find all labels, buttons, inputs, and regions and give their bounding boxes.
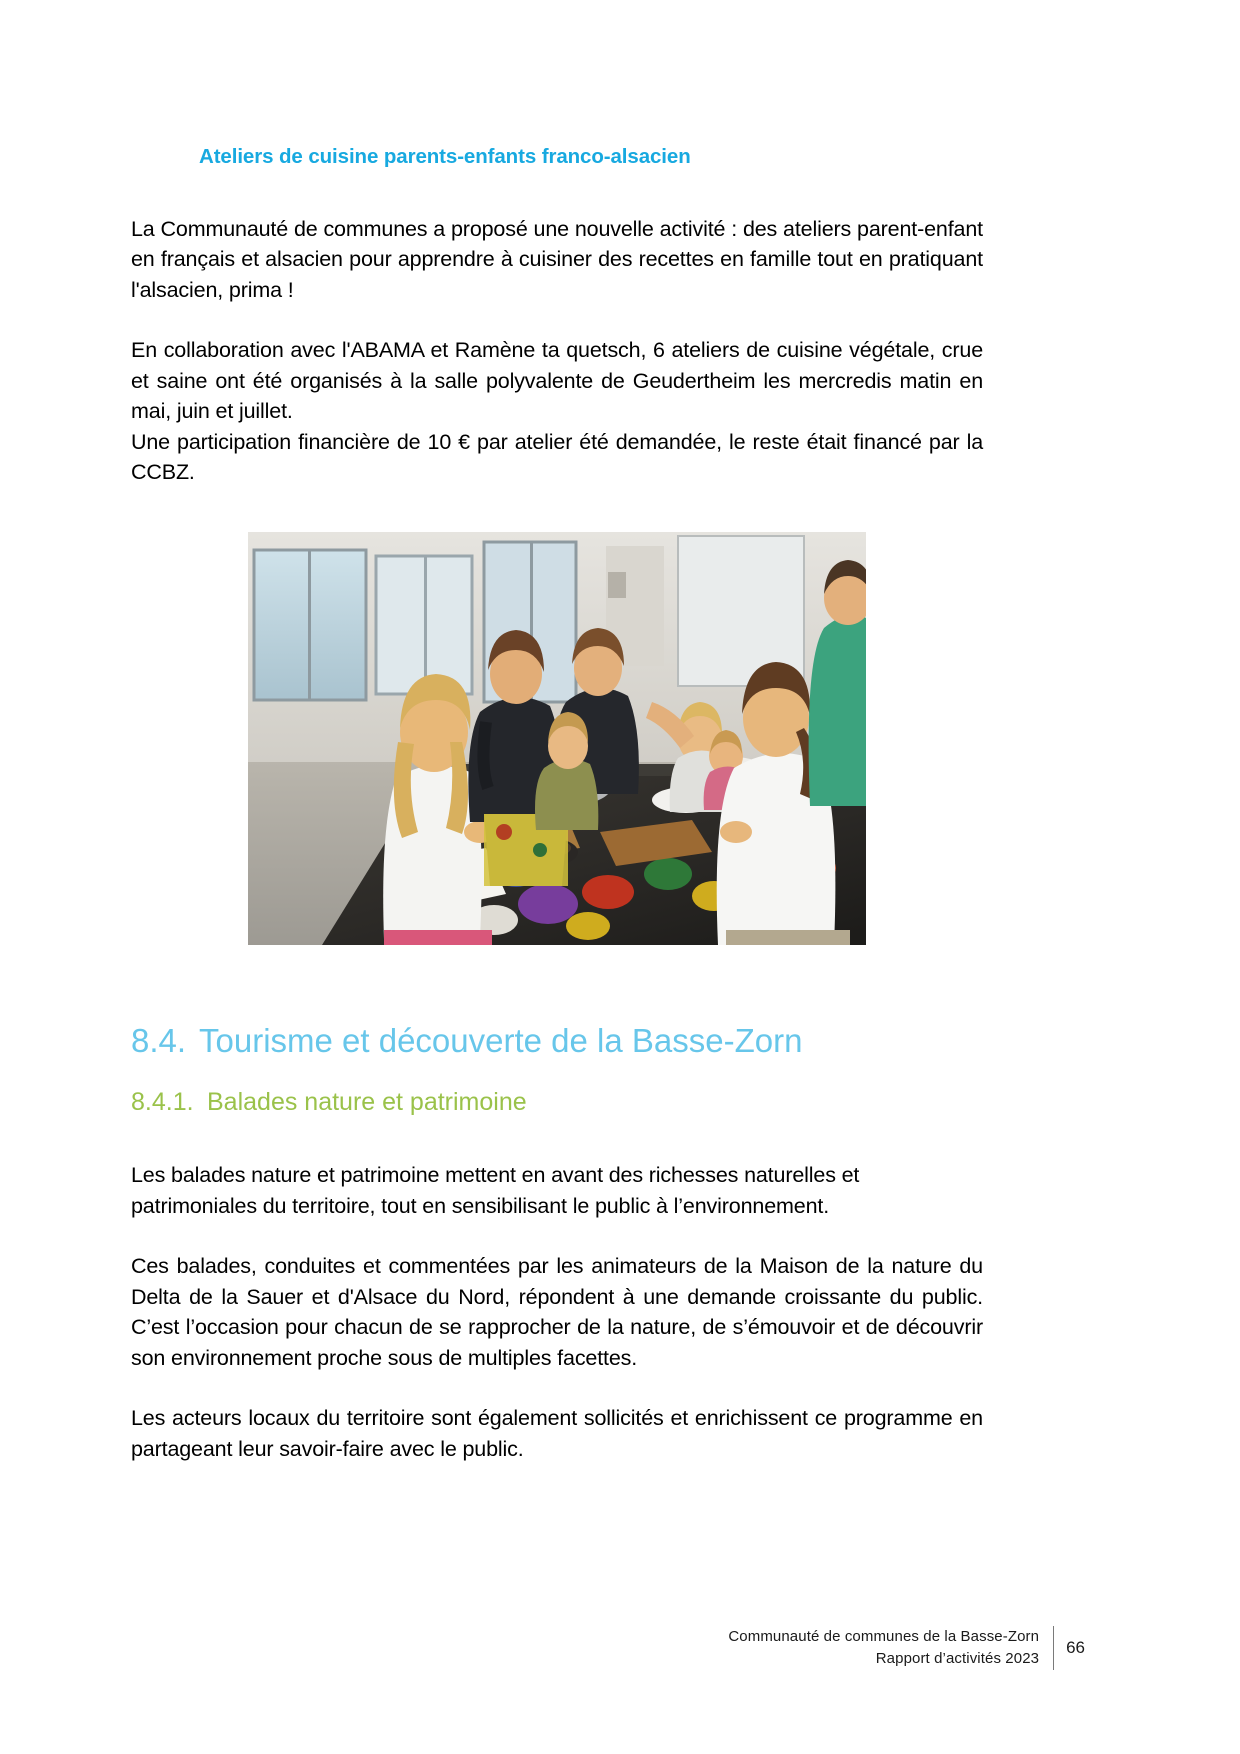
section-8-4-1-number: 8.4.1. [131,1087,194,1116]
footer-line-1: Communauté de communes de la Basse-Zorn [728,1628,1040,1646]
section-8-4-number: 8.4. [131,1021,187,1059]
workshops-photo [248,532,866,945]
section-8-4-heading [131,1020,983,1061]
section-8-4-label: Tourisme et découverte de la Basse-Zorn [199,1021,803,1059]
workshops-title: Ateliers de cuisine parents-enfants franco-alsacien [199,145,691,168]
workshops-paragraph-3: Une participation financière de 10 € par atelier été demandée, le reste était financé par la CCBZ. [131,429,983,485]
tourism-paragraph-3: Les acteurs locaux du territoire sont également sollicités et enrichissent ce programme en partageant leur savoir-faire avec le public. [131,1406,983,1461]
workshops-paragraph-1: La Communauté de communes a proposé une nouvelle activité : des ateliers parent-enfant en français et alsacien pour apprendre à cuisiner des recettes en famille tout en pratiquant l'alsacien, prima ! [131,216,983,302]
page-footer [0,1626,1240,1670]
workshops-photo-wrapper [131,532,983,945]
section-8-4-1-heading [131,1087,983,1118]
footer-line-2: Rapport d’activités 2023 [875,1650,1040,1667]
footer-divider [1053,1626,1054,1670]
section-8-4-1-label: Balades nature et patrimoine [207,1087,527,1116]
page-content [131,0,983,1464]
tourism-paragraph-1: Les balades nature et patrimoine mettent en avant des richesses naturelles et patrimoniales du territoire, tout en sensibilisant le public à l’environnement. [131,1163,860,1218]
footer-text [728,1626,1039,1670]
workshops-paragraph-2: En collaboration avec l'ABAMA et Ramène ta quetsch, 6 ateliers de cuisine végétale, crue et saine ont été organisés à la salle polyvalente de Geudertheim les mercredis matin en mai, juin et juillet. [131,338,983,424]
tourism-paragraph-2: Ces balades, conduites et commentées par les animateurs de la Maison de la nature du Delta de la Sauer et d'Alsace du Nord, répondent à une demande croissante du public. C’est l’occasion pour chacun de se rapprocher de la nature, de s’émouvoir et de découvrir son environnement proche sous de multiples facettes. [131,1254,983,1370]
page-number: 66 [1066,1638,1085,1657]
